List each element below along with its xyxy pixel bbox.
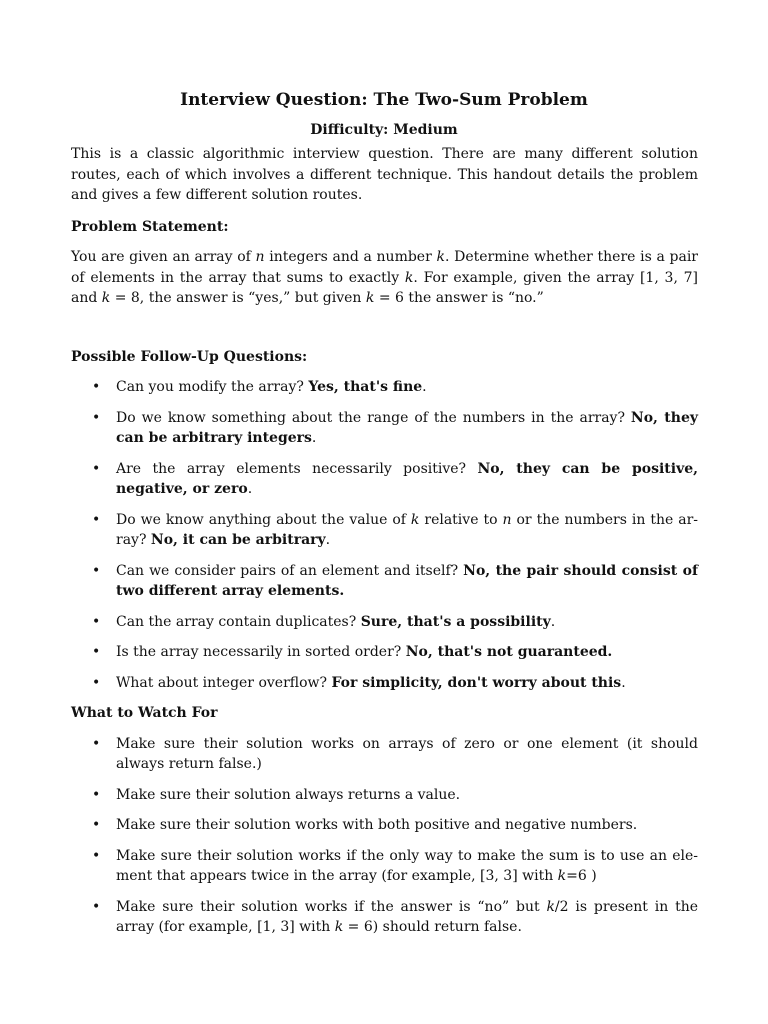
watch-list [71,734,698,938]
watch-heading: What to Watch For [71,705,218,721]
followup-list [71,377,698,693]
list-item: • Is the array necessarily in sorted order? No, that's not guaranteed. [71,642,698,663]
followup-heading: Possible Follow-Up Questions: [71,348,308,365]
list-item: • Make sure their solution works if the answer is “no” but k/2 is present in the array (for example, [1, 3] with k = 6) should return false. [71,897,698,938]
list-item: • What about integer overflow? For simplicity, don't worry about this. [71,673,698,694]
list-item: • Do we know something about the range of the numbers in the array? No, they can be arbitrary integers. [71,408,698,449]
list-item: • Can we consider pairs of an element and itself? No, the pair should consist of two different array elements. [71,561,698,602]
list-item: • Make sure their solution always returns a value. [71,785,698,806]
list-item: • Make sure their solution works on arrays of zero or one element (it should always return false.) [71,734,698,775]
intro-paragraph: This is a classic algorithmic interview question. There are many different solution routes, each of which involves a different technique. This handout details the problem and gives a few different solution routes. [71,146,698,203]
list-item: • Make sure their solution works if the only way to make the sum is to use an ele-ment that appears twice in the array (for example, [3, 3] with k=6 ) [71,846,698,887]
list-item: • Can the array contain duplicates? Sure, that's a possibility. [71,612,698,633]
problem-heading: Problem Statement: [71,218,229,235]
problem-statement: You are given an array of n integers and a number k. Determine whether there is a pair of elements in the array that sums to exactly k. For example, given the array [1, 3, 7] and k = 8, the answer is “yes,” but given k = 6 the answer is “no.” [71,249,699,306]
difficulty-label: Difficulty: Medium [310,122,458,138]
list-item: • Are the array elements necessarily positive? No, they can be positive, negative, or zero. [71,459,698,500]
page-title: Interview Question: The Two-Sum Problem [180,90,588,110]
list-item: • Make sure their solution works with both positive and negative numbers. [71,815,698,836]
list-item: • Do we know anything about the value of k relative to n or the numbers in the ar-ray? No, it can be arbitrary. [71,510,698,551]
handout-content [71,144,698,948]
list-item: • Can you modify the array? Yes, that's fine. [71,377,698,398]
